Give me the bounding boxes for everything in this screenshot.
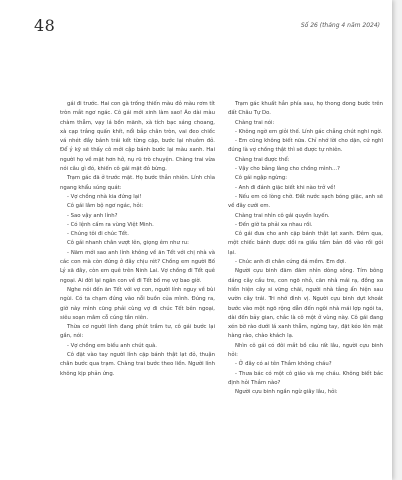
paragraph: Nghe nói đến ăn Tết với vợ con, người lính nguy về bùi ngùi. Có ta chạm đúng vào nỗi buồn của mình. Đúng ra, giờ này mình cũng phải cùng vợ đi chúc Tết bên ngoại, siêu soạn mâm cỗ cúng tần niên. [60,286,215,321]
paragraph: Người cựu binh đăm đăm nhìn dòng sông. Tím bông dáng cây cầu tre, con ngõ nhỏ, căn nhà mái rạ, đồng xa hiền hiện cây si vững chãi, người nhà tằng ẩn hiện sau vườn cây trái. Tri nhớ đình vị. Người cựu binh dựt khoát bước vào một ngõ rộng dẫn đến ngôi nhà mái lợp ngói ta, dài đến bảy gian, chắc là cô một ở vùng này. Cô gái đang xén bờ rào dưới lá xanh thẫm, ngừng tay, đặt kéo lên mặt hàng rào, chào khách lạ. [228,268,383,340]
issue-label: Số 26 (tháng 4 năm 2024) [300,22,380,29]
right-text-column [228,100,383,398]
paragraph: Chàng trai nhìn cô gái quyến luyến. [235,212,330,219]
paragraph: Thừa cơ người lính đang phút trầm tư, cô gái bước lại gần, nói: [60,324,215,340]
paragraph: - Vợ chồng nhà kia đứng lại! [67,193,142,200]
paragraph: - Anh đi đánh giặc biết khi nào trở về! [235,184,336,191]
paragraph: - Vậy cho bằng làng cho chồng mình...? [235,166,340,173]
page-number: 48 [34,16,56,35]
paragraph: Trạm gác khuất hẳn phía sau, họ thong dong bước trên đất Châu Tự Do. [228,101,383,117]
paragraph: - Thưa bác có một cô giáo và mẹ cháu. Không biết bác định hỏi Thắm nào? [228,370,383,386]
paragraph: - Không ngờ em giỏi thế. Lính gác chẳng chút nghi ngờ. [235,128,383,135]
paragraph: gái đi trước. Hai con gà trống thiến màu đỏ màu rơm tít tròn mắt ngơ ngác. Cô gái mới xinh làm sao! Áo dài màu chàm thẫm, vạy lá bồn mãnh, xà tích bạc sáng choang, xà cạp trắng quấn khít, nổi bắp chân tròn, vai đeo chiếc vá nhét đầy bánh trái kết từng cặp, bước lại nhuôm đỏ. Để ý kỹ sẽ thấy cô mới cập bánh bước lại màu xanh. Hai người họ về mặt hơn hở, nụ rũ trò chuyện. Chàng trai vừa nói câu gì đó, khiến cô gái mặt đỏ bừng. [60,101,215,173]
paragraph: - Chúc anh đi chân cứng đá mềm. Em đợi. [235,259,347,266]
paragraph: Chàng trai được thể: [235,156,290,163]
paragraph: - Nếu em có lòng chờ. Đất nước sạch bóng giặc, anh sẽ về đây cưới em. [228,193,383,210]
paragraph: Cô đặt vào tay người lính cặp bánh thật lạt đỏ, thuận chân bước qua trạm. Chàng trai bước theo liền. Người lính không kịp phản ứng. [60,352,215,377]
paragraph: - Đến giờ ta phải xa nhau rồi. [235,221,313,228]
paragraph: - Năm mới sao anh lính không về ăn Tết với chị nhà và các con mà còn đứng ở đây chịu rét? Chồng em người Bố Lý xã đây, còn em quê trên Ninh Lai. Vợ chồng đi Tết quê ngoại. Ai đời lại ngăn con về đi Tết bố mẹ vợ bao giờ. [60,249,215,284]
paragraph: Cô gái nhanh chân vượt lên, giọng êm như ru: [67,240,189,247]
paragraph: Nhìn cô gái có đôi mắt bồ câu rất lâu, người cựu binh hỏi: [228,342,383,359]
paragraph: Người cựu binh ngần ngừ giây lâu, hỏi: [235,389,338,396]
paragraph: - Em cũng không biết nữa. Chỉ nhớ lời cho dặn, cứ nghĩ đúng là vợ chồng thật thì sẽ được tự nhiên. [228,138,383,154]
paragraph: Cô gái ngập ngừng: [235,175,287,182]
paragraph: Cô gái đưa cho anh cặp bánh thật lạt xanh. Đêm qua, một chiếc bánh được dồi ra giấu tấm bản đồ vào rồi gói lại. [228,231,383,256]
paragraph: Chàng trai nói: [235,119,275,126]
paragraph: Trạm gác đã ở trước mặt. Họ bước thẳn nhiên. Lính chìa ngang khẩu súng quát: [60,175,215,191]
paragraph: Cô gái lâm bộ ngơ ngác, hỏi: [67,203,143,210]
paragraph: - Sao vậy anh lính? [67,212,118,219]
paragraph: - Vợ chồng em biếu anh chút quà. [67,342,157,349]
paragraph: - Ở đây có ai tên Thắm không cháu? [235,361,332,368]
paragraph: - Chúng tôi đi chúc Tết. [67,231,129,238]
left-text-column [60,100,215,379]
paragraph: - Có lệnh cấm ra vùng Việt Minh. [67,221,154,228]
